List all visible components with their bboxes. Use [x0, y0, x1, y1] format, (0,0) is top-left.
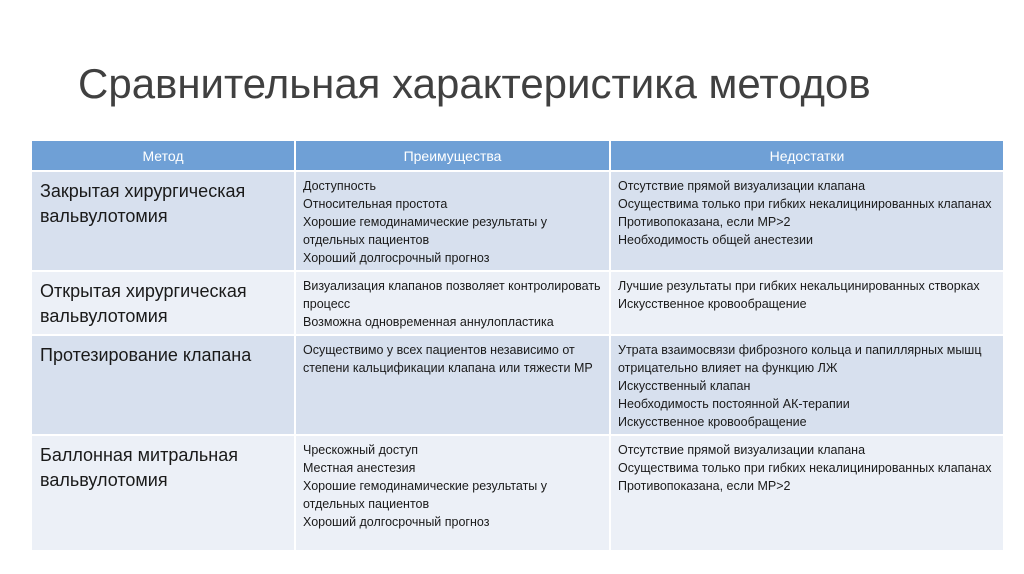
- advantage-item: Местная анестезия: [303, 461, 416, 475]
- disadvantage-item: Отсутствие прямой визуализации клапана: [618, 443, 866, 457]
- advantage-item: Визуализация клапанов позволяет контролировать процесс: [303, 279, 601, 311]
- table-row: [32, 271, 1003, 335]
- advantage-item: Доступность: [303, 179, 377, 193]
- advantages-cell: [295, 271, 610, 335]
- method-cell: Протезирование клапана: [32, 335, 295, 435]
- table-header-row: [32, 141, 1003, 171]
- advantage-item: Хороший долгосрочный прогноз: [303, 515, 490, 529]
- disadvantage-item: Противопоказана, если МР>2: [618, 215, 791, 229]
- disadvantage-item: Противопоказана, если МР>2: [618, 479, 791, 493]
- table-row: [32, 335, 1003, 435]
- method-cell: Закрытая хирургическая вальвулотомия: [32, 171, 295, 271]
- advantage-item: Хорошие гемодинамические результаты у отдельных пациентов: [303, 479, 548, 511]
- slide-title: Сравнительная характеристика методов: [78, 60, 871, 107]
- disadvantage-item: Осуществима только при гибких некалицинированных клапанах: [618, 197, 992, 211]
- header-method: Метод: [32, 141, 295, 171]
- advantages-cell: [295, 435, 610, 550]
- method-cell: Баллонная митральная вальвулотомия: [32, 435, 295, 550]
- table-row: [32, 435, 1003, 550]
- disadvantages-cell: [610, 171, 1003, 271]
- comparison-table: [32, 141, 1003, 550]
- header-disadvantages: Недостатки: [610, 141, 1003, 171]
- advantage-item: Чрескожный доступ: [303, 443, 418, 457]
- method-cell: Открытая хирургическая вальвулотомия: [32, 271, 295, 335]
- disadvantage-item: Лучшие результаты при гибких некальцинированных створках: [618, 279, 980, 293]
- table-row: [32, 171, 1003, 271]
- disadvantage-item: Утрата взаимосвязи фиброзного кольца и папиллярных мышц отрицательно влияет на функцию ЛЖ: [618, 343, 982, 375]
- disadvantage-item: Необходимость постоянной АК-терапии: [618, 397, 850, 411]
- header-advantages: Преимущества: [295, 141, 610, 171]
- advantages-cell: [295, 171, 610, 271]
- disadvantage-item: Искусственное кровообращение: [618, 297, 807, 311]
- advantage-item: Осуществимо у всех пациентов независимо от степени кальцификации клапана или тяжести МР: [303, 343, 593, 375]
- disadvantages-cell: [610, 271, 1003, 335]
- advantage-item: Хороший долгосрочный прогноз: [303, 251, 490, 265]
- advantage-item: Относительная простота: [303, 197, 448, 211]
- advantage-item: Хорошие гемодинамические результаты у отдельных пациентов: [303, 215, 548, 247]
- disadvantage-item: Осуществима только при гибких некалицинированных клапанах: [618, 461, 992, 475]
- disadvantages-cell: [610, 335, 1003, 435]
- disadvantage-item: Необходимость общей анестезии: [618, 233, 813, 247]
- advantages-cell: [295, 335, 610, 435]
- disadvantage-item: Отсутствие прямой визуализации клапана: [618, 179, 866, 193]
- disadvantages-cell: [610, 435, 1003, 550]
- advantage-item: Возможна одновременная аннулопластика: [303, 315, 554, 329]
- disadvantage-item: Искусственный клапан: [618, 379, 751, 393]
- disadvantage-item: Искусственное кровообращение: [618, 415, 807, 429]
